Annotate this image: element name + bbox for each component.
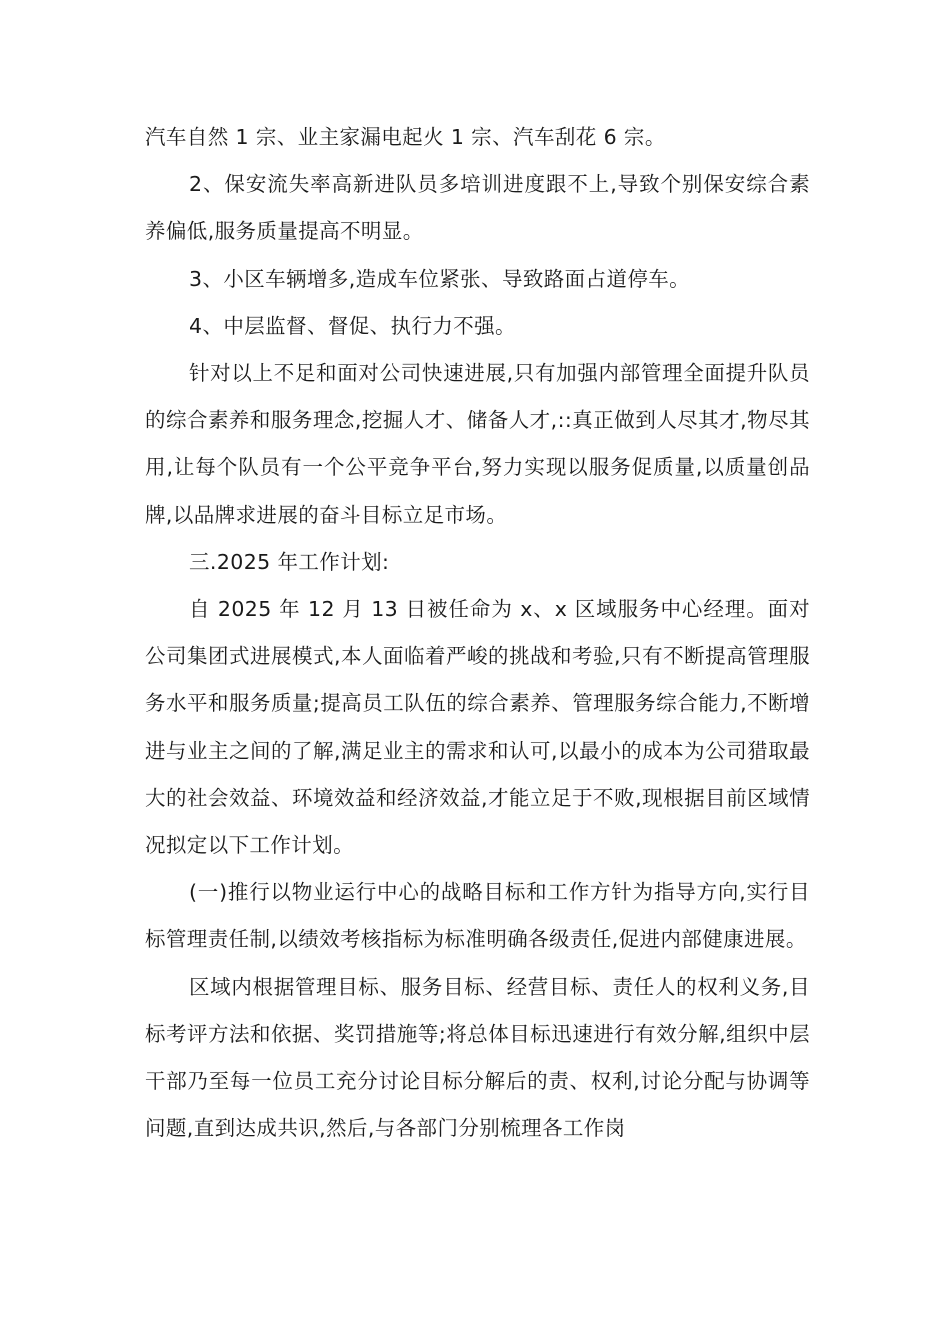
paragraph-6: 自 2025 年 12 月 13 日被任命为 x、x 区域服务中心经理。面对公司集团式进展模式,本人面临着严峻的挑战和考验,只有不断提高管理服务水平和服务质量;提高员工队伍的综合素养、管理服务综合能力,不断增进与业主之间的了解,满足业主的需求和认可,以最小的成本为公司猎取最大的社会效益、环境效益和经济效益,才能立足于不败,现根据目前区域情况拟定以下工作计划。 [145,597,810,858]
document-body [145,114,810,1152]
paragraph-4: 4、中层监督、督促、执行力不强。 [189,313,516,338]
section-heading: 三.2025 年工作计划: [189,549,390,574]
paragraph-7: (一)推行以物业运行中心的战略目标和工作方针为指导方向,实行目标管理责任制,以绩效考核指标为标准明确各级责任,促进内部健康进展。 [145,880,810,952]
paragraph-1: 汽车自然 1 宗、业主家漏电起火 1 宗、汽车刮花 6 宗。 [145,125,666,149]
paragraph-2: 2、保安流失率高新进队员多培训进度跟不上,导致个别保安综合素养偏低,服务质量提高不明显。 [145,172,810,244]
paragraph-8: 区域内根据管理目标、服务目标、经营目标、责任人的权利义务,目标考评方法和依据、奖罚措施等;将总体目标迅速进行有效分解,组织中层干部乃至每一位员工充分讨论目标分解后的责、权利,讨论分配与协调等问题,直到达成共识,然后,与各部门分别梳理各工作岗 [145,974,810,1141]
paragraph-5: 针对以上不足和面对公司快速进展,只有加强内部管理全面提升队员的综合素养和服务理念,挖掘人才、储备人才,::真正做到人尽其才,物尽其用,让每个队员有一个公平竞争平台,努力实现以服务促质量,以质量创品牌,以品牌求进展的奋斗目标立足市场。 [145,361,810,527]
paragraph-3: 3、小区车辆增多,造成车位紧张、导致路面占道停车。 [189,266,691,291]
